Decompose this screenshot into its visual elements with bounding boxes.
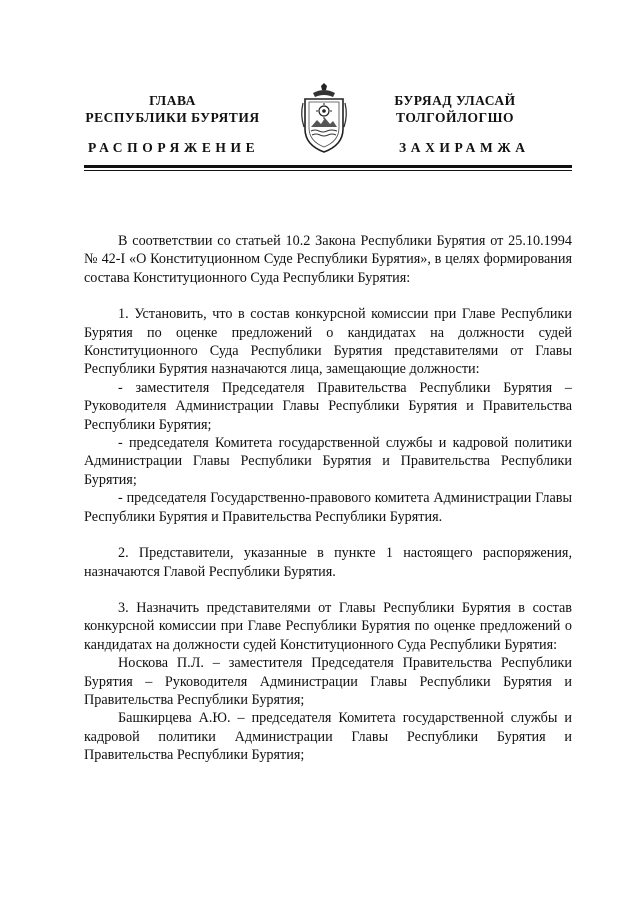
header-left-line-2: РЕСПУБЛИКИ БУРЯТИЯ [85, 110, 260, 125]
header-divider-thick [84, 165, 572, 168]
document-body [84, 232, 572, 765]
item-3-paragraph: 3. Назначить представителями от Главы Республики Бурятия в состав конкурсной комиссии при Главе Республики Бурятия по оценке предложений о кандидатах на должности судей Конституционного Суда Республики Бурятия: [84, 599, 572, 653]
header-right-title [360, 92, 550, 126]
item-3-person-1: Носкова П.Л. – заместителя Председателя Правительства Республики Бурятия – Руководителя Администрации Главы Республики Бурятия и Правительства Республики Бурятия; [84, 655, 572, 708]
item-1-paragraph: 1. Установить, что в состав конкурсной комиссии при Главе Республики Бурятия по оценке предложений о кандидатах на должности судей Конституционного Суда Республики Бурятия представителями от Главы Республики Бурятия назначаются лица, замещающие должности: [84, 306, 572, 378]
item-3-person-2: Башкирцева А.Ю. – председателя Комитета государственной службы и кадровой политики Администрации Главы Республики Бурятия и Правительства Республики Бурятия; [84, 710, 572, 764]
item-2-paragraph: 2. Представители, указанные в пункте 1 настоящего распоряжения, назначаются Главой Республики Бурятия. [84, 545, 572, 580]
header-right-line-1: БУРЯАД УЛАСАЙ [394, 93, 516, 108]
paragraph-gap [84, 526, 572, 544]
document-kind-buryat: ЗАХИРАМЖА [399, 140, 530, 155]
item-1-bullet-2: - председателя Комитета государственной службы и кадровой политики Администрации Главы Республики Бурятия и Правительства Республики Бурятия; [84, 435, 572, 488]
document-kind-russian: РАСПОРЯЖЕНИЕ [88, 140, 260, 155]
coat-of-arms-icon [299, 83, 349, 153]
header-divider-thin [84, 170, 572, 171]
paragraph-gap [84, 581, 572, 599]
item-1-bullet-3: - председателя Государственно-правового комитета Администрации Главы Республики Бурятия и Правительства Республики Бурятия. [84, 490, 572, 525]
item-1-bullet-1: - заместителя Председателя Правительства Республики Бурятия – Руководителя Администрации Главы Республики Бурятия и Правительства Республики Бурятия; [84, 379, 572, 433]
header-left-title [80, 92, 265, 126]
paragraph-gap [84, 287, 572, 305]
intro-paragraph: В соответствии со статьей 10.2 Закона Республики Бурятия от 25.10.1994 № 42-I «О Конституционном Суде Республики Бурятия», в целях формирования состава Конституционного Суда Республики Бурятия: [84, 233, 572, 286]
header-left-line-1: ГЛАВА [149, 93, 196, 108]
header-right-line-2: ТОЛГОЙЛОГШО [396, 110, 514, 125]
